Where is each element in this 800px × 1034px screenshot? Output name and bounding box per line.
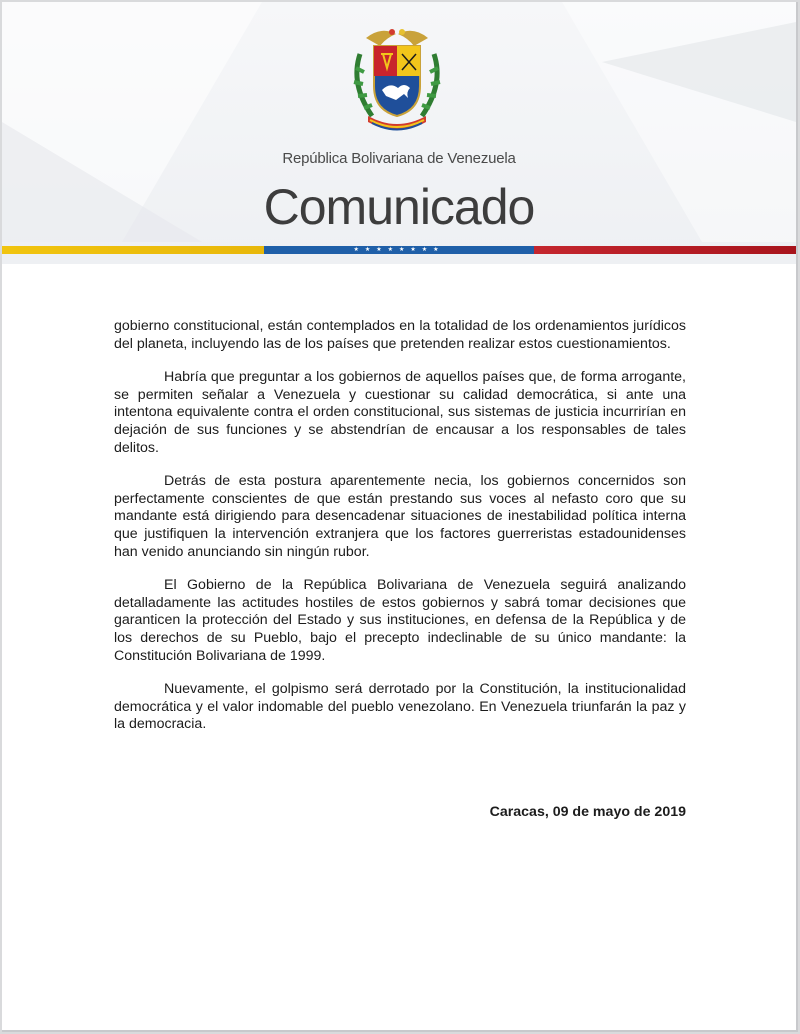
coat-of-arms-icon: [346, 24, 448, 136]
flag-stripe-red: [534, 246, 796, 254]
paragraph: Nuevamente, el golpismo será derrotado por la Constitución, la institucionalidad democrática y el valor indomable del pueblo venezolano. En Venezuela triunfarán la paz y la democracia.: [114, 681, 686, 733]
paragraph: gobierno constitucional, están contemplados en la totalidad de los ordenamientos jurídicos del planeta, incluyendo las de los países que pretenden realizar estos cuestionamientos.: [114, 318, 686, 352]
paragraph: El Gobierno de la República Bolivariana de Venezuela seguirá analizando detalladamente las actitudes hostiles de estos gobiernos y sabrá tomar decisiones que garanticen la protección del Estado y sus instituciones, en defensa de la República y de los derechos de su Pueblo, bajo el precepto indeclinable de su único mandante: la Constitución Bolivariana de 1999.: [114, 577, 686, 664]
place-and-date: Caracas, 09 de mayo de 2019: [489, 804, 686, 820]
flag-stars-icon: ★★★★★★★★: [353, 247, 445, 253]
paragraph: Habría que preguntar a los gobiernos de aquellos países que, de forma arrogante, se permiten señalar a Venezuela y cuestionar su calidad democrática, si ante una intentona equivalente contra el orden constitucional, sus sistemas de justicia incurrirían en dejación de sus funciones y se abstendrían de encausar a los responsables de tales delitos.: [114, 369, 686, 456]
document-page: [2, 2, 798, 1032]
paragraph: Detrás de esta postura aparentemente necia, los gobiernos concernidos son perfectamente conscientes de que están prestando sus voces al nefasto coro que su mandante está dirigiendo para desencadenar situaciones de inestabilidad política interna que justifiquen la intervención extranjera que los factores guerreristas estadounidenses han venido anunciando sin ningún rubor.: [114, 473, 686, 560]
republic-name: República Bolivariana de Venezuela: [282, 150, 516, 167]
flag-stripe-yellow: [2, 246, 264, 254]
document-title: Comunicado: [263, 179, 535, 235]
communique-body: [114, 318, 686, 750]
